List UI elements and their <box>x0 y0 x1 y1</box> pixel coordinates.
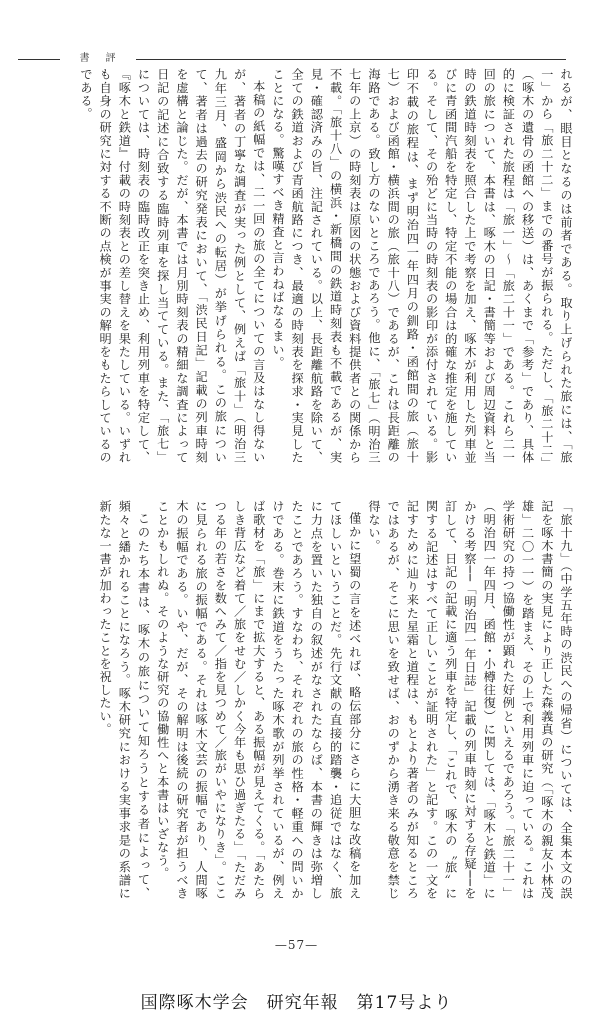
paragraph: れるが、眼目となるのは前者である。取り上げられた旅には、「旅一」から「旅二十二」までの番号が振られる。ただし、「旅二十二」（啄木の遺骨の函館への移送）は、あくまで「参考」であり、具体的に検証された旅程は「旅一」〜「旅二十一」である。これら二一回の旅について、本書は、啄木の日記・書簡等および周辺資料と当時の鉄道時刻表を照合した上で考察を加え、啄木が利用した列車並びに青函間汽船を特定し、特定不能の場合は的確な推定を施している。そして、その殆どに当時の時刻表の影印が添付されている。影印不載の旅程は、まず明治四一年四月の釧路・函館間の旅（旅十七）および函館・横浜間の旅（旅十八）であるが、これは長距離の海路である。致し方のないところであろう。他に、「旅七」（明治三七年の上京）の時刻表は原図の状態および資料提供者との関係から不載。「旅十八」の横浜・新橋間の鉄道時刻表も不載であるが、実見・確認済みの旨、注記されている。以上、長距離航路を除いて、全ての鉄道および青函航路につき、最適の時刻表を探求・実見したことになる。驚嘆すべき精査と言わねばなるまい。 <box>270 68 573 464</box>
footer-source: 国際啄木学会 研究年報 第17号より <box>140 993 453 1013</box>
header-label: 書 評 <box>79 53 119 64</box>
text-block-lower <box>20 500 575 900</box>
text-block-upper <box>20 68 575 464</box>
paragraph: 本稿の紙幅では、二一回の旅の全てについての言及はなし得ないが、著者の丁寧な調査が実った例として、例えば「旅十」（明治三九年三月、盛岡から渋民への転居）が挙げられる。この旅について、著者は過去の研究発表において、「渋民日記」記載の列車時刻を虚構と論じた。だが、本書では月別時刻表の精細な調査によって日記の記述に合致する臨時列車を探し当てている。また、「旅七」については、時刻表の臨時改正を突き止め、利用列車を特定して、『啄木と鉄道』付載の時刻表との差し替えを果たしている。いずれも自身の研究に対する不断の点検が事実の解明をもたらしているのである。 <box>78 68 266 464</box>
paragraph: このたち本書は、啄木の旅について知ろうとする者によって、頻々と繙かれることになろう。啄木研究における実事求是の系譜に新たな一書が加わったことを祝したい。 <box>98 500 151 900</box>
paragraph: 「旅十九」（中学五年時の渋民への帰省）については、全集本文の誤記を啄木書簡の実見により正した森義真の研究（「啄木の親友小林茂雄」二〇一一）を踏まえ、その上で利用列車に迫っている。これは学術研究の持つ協働性が顕れた好例といえるであろう。「旅二十一」（明治四一年四月、函館・小樽往復）に関しては、「啄木と鉄道」にかける考察──「明治四一年日誌」記載の列車時刻に対する存疑──を訂して、日記の記載に適う列車を特定し、「これで、啄木の〝旅〟に関する記述はすべて正しいことが証明された」と記す。この一文を記すために辿り来た星霜と道程は、もとより著者のみが知るところではあるが、そこに思いを致せば、おのずから湧き来る敬意を禁じ得ない。 <box>366 500 573 900</box>
section-header <box>18 52 575 66</box>
header-rule-left <box>18 59 60 60</box>
paragraph: 僅かに望蜀の言を述べれば、略伝部分にさらに大胆な改稿を加えてほしいということだ。先行文献の直接的踏襲・追従ではなく、旅に力点を置いた独自の叙述がなされたならば、本書の輝きは弥増したことであろう。すなわち、それぞれの旅の性格・軽重への問いかけである。巻末に鉄道をうたった啄木歌が列挙されているが、例えば歌材を「旅」にまで拡大すると、ある振幅が見えてくる。「あたらしき背広など着て／旅をせむ／しかく今年も思ひ過ぎたる」「ただみつる年の若さを数へみて／指を見つめて／旅がいやになりき」。ここに見られる旅の振幅である。それは啄木文芸の振幅であり、人間啄木の振幅である。いや、だが、その解明は後続の研究者が担うべきことかもしれぬ。そのような研究の協働性へと本書はいざなう。 <box>155 500 362 900</box>
header-rule-right <box>136 59 566 60</box>
page-number: —57— <box>274 938 319 952</box>
